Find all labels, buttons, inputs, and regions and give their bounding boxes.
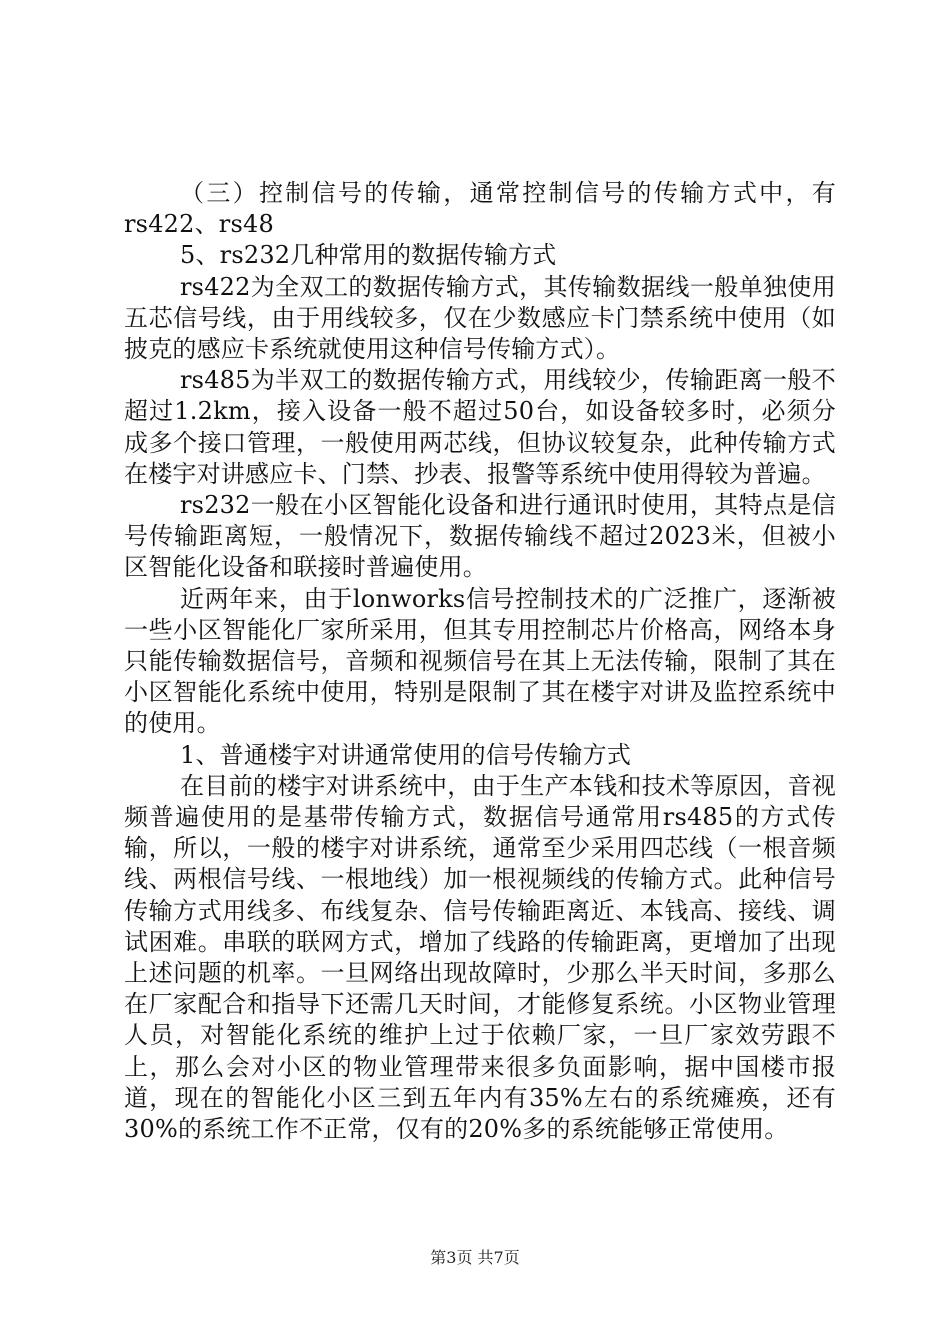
paragraph-heading-intercom: 1、普通楼宇对讲通常使用的信号传输方式 xyxy=(180,740,632,769)
paragraph-heading-rs232: 5、rs232几种常用的数据传输方式 xyxy=(180,241,557,270)
paragraph-rs422: rs422为全双工的数据传输方式，其传输数据线一般单独使用五芯信号线，由于用线较多，仅在少数感应卡门禁系统中使用（如披克的感应卡系统就使用这种信号传输方式）。 xyxy=(124,272,836,364)
paragraph-lonworks: 近两年来，由于lonworks信号控制技术的广泛推广，逐渐被一些小区智能化厂家所采用，但其专用控制芯片价格高，网络本身只能传输数据信号，音频和视频信号在其上无法传输，限制了其在小区智能化系统中使用，特别是限制了其在楼宇对讲及监控系统中的使用。 xyxy=(124,584,836,738)
paragraph-intercom-details: 在目前的楼宇对讲系统中，由于生产本钱和技术等原因，音视频普遍使用的是基带传输方式，数据信号通常用rs485的方式传输，所以，一般的楼宇对讲系统，通常至少采用四芯线（一根音频线、两根信号线、一根地线）加一根视频线的传输方式。此种信号传输方式用线多、布线复杂、信号传输距离近、本钱高、接线、调试困难。串联的联网方式，增加了线路的传输距离，更增加了出现上述问题的机率。一旦网络出现故障时，少那么半天时间，多那么在厂家配合和指导下还需几天时间，才能修复系统。小区物业管理人员，对智能化系统的维护上过于依赖厂家，一旦厂家效劳跟不上，那么会对小区的物业管理带来很多负面影响，据中国楼市报道，现在的智能化小区三到五年内有35%左右的系统瘫痪，还有30%的系统工作不正常，仅有的20%多的系统能够正常使用。 xyxy=(124,771,836,1144)
document-body xyxy=(124,178,836,1145)
page-footer: 第3页 共7页 xyxy=(430,1248,520,1267)
paragraph-rs485: rs485为半双工的数据传输方式，用线较少，传输距离一般不超过1.2km，接入设备一般不超过50台，如设备较多时，必须分成多个接口管理，一般使用两芯线，但协议较复杂，此种传输方式在楼宇对讲感应卡、门禁、抄表、报警等系统中使用得较为普遍。 xyxy=(124,366,836,488)
paragraph-rs232: rs232一般在小区智能化设备和进行通讯时使用，其特点是信号传输距离短，一般情况下，数据传输线不超过2023米，但被小区智能化设备和联接时普遍使用。 xyxy=(124,491,836,582)
paragraph-control-signal: （三）控制信号的传输，通常控制信号的传输方式中，有rs422、rs48 xyxy=(124,179,836,239)
